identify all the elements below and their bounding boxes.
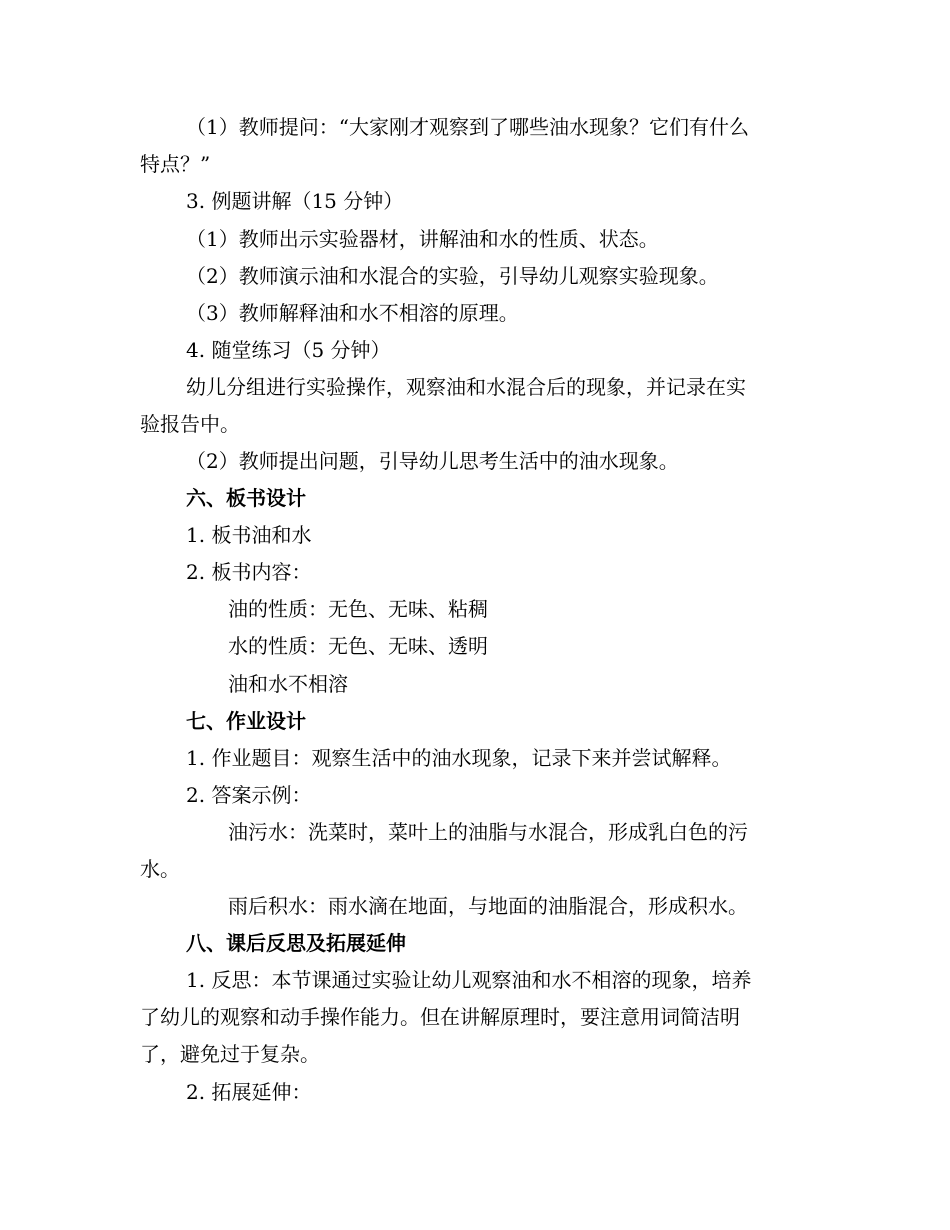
item-class-practice: 4. 随堂练习（5 分钟）: [186, 338, 391, 362]
item-reflection-cont-2: 了，避免过于复杂。: [140, 1042, 320, 1066]
paragraph-teacher-question: （1）教师提问：“大家刚才观察到了哪些油水现象？它们有什么: [186, 115, 749, 139]
answer-oily-water-cont: 水。: [140, 857, 180, 881]
item-reflection-cont: 了幼儿的观察和动手操作能力。但在讲解原理时，要注意用词简洁明: [140, 1005, 740, 1029]
blackboard-oil-property: 油的性质：无色、无味、粘稠: [228, 597, 488, 621]
item-example-explanation: 3. 例题讲解（15 分钟）: [186, 189, 404, 213]
blackboard-water-property: 水的性质：无色、无味、透明: [228, 634, 488, 658]
paragraph-group-experiment: 幼儿分组进行实验操作，观察油和水混合后的现象，并记录在实: [186, 375, 746, 399]
blackboard-immiscible: 油和水不相溶: [228, 672, 348, 696]
item-blackboard-title: 1. 板书油和水: [186, 523, 312, 547]
subitem-ask-question: （2）教师提出问题，引导幼儿思考生活中的油水现象。: [186, 449, 679, 473]
answer-oily-water: 油污水：洗菜时，菜叶上的油脂与水混合，形成乳白色的污: [228, 820, 748, 844]
paragraph-group-experiment-cont: 验报告中。: [140, 412, 240, 436]
section-heading-reflection: 八、课后反思及拓展延伸: [186, 931, 406, 955]
section-heading-blackboard: 六、板书设计: [186, 486, 306, 510]
subitem-show-equipment: （1）教师出示实验器材，讲解油和水的性质、状态。: [186, 227, 659, 251]
item-answer-example: 2. 答案示例：: [186, 783, 312, 807]
item-reflection: 1. 反思：本节课通过实验让幼儿观察油和水不相溶的现象，培养: [186, 968, 752, 992]
item-homework-topic: 1. 作业题目：观察生活中的油水现象，记录下来并尝试解释。: [186, 746, 732, 770]
section-heading-homework: 七、作业设计: [186, 709, 306, 733]
answer-rain-water: 雨后积水：雨水滴在地面，与地面的油脂混合，形成积水。: [228, 894, 748, 918]
paragraph-teacher-question-cont: 特点？”: [140, 152, 211, 176]
subitem-demo-experiment: （2）教师演示油和水混合的实验，引导幼儿观察实验现象。: [186, 264, 719, 288]
item-extension: 2. 拓展延伸：: [186, 1080, 312, 1104]
item-blackboard-content: 2. 板书内容：: [186, 560, 312, 584]
subitem-explain-principle: （3）教师解释油和水不相溶的原理。: [186, 301, 519, 325]
